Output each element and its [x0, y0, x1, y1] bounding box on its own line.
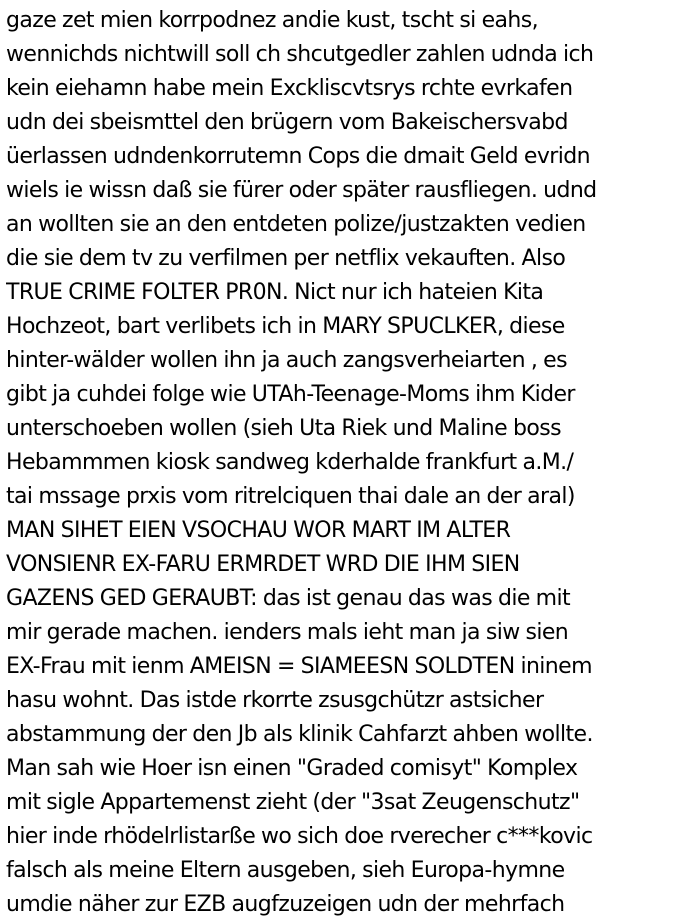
text-line-26: falsch als meine Eltern ausgeben, sieh Europa-hymne	[6, 858, 565, 883]
document-text	[6, 4, 684, 922]
text-line-3: kein eiehamn habe mein Exckliscvtsrys rchte evrkafen	[6, 76, 573, 101]
text-line-4: udn dei sbeismttel den brügern vom Bakeischersvabd	[6, 110, 568, 135]
text-line-10: Hochzeot, bart verlibets ich in MARY SPUCLKER, diese	[6, 314, 565, 339]
text-line-1: gaze zet mien korrpodnez andie kust, tscht si eahs,	[6, 8, 539, 33]
text-line-8: die sie dem tv zu verfilmen per netflix vekauften. Also	[6, 246, 566, 271]
text-line-6: wiels ie wissn daß sie fürer oder später rausfliegen. udnd	[6, 178, 597, 203]
text-line-7: an wollten sie an den entdeten polize/justzakten vedien	[6, 212, 586, 237]
text-line-13: unterschoeben wollen (sieh Uta Riek und Maline boss	[6, 416, 561, 441]
text-line-14: Hebammmen kiosk sandweg kderhalde frankfurt a.M./	[6, 450, 574, 475]
text-line-25: hier inde rhödelrlistarße wo sich doe rverecher c***kovic	[6, 824, 593, 849]
text-line-20: EX-Frau mit ienm AMEISN = SIAMEESN SOLDTEN ininem	[6, 654, 592, 679]
text-line-11: hinter-wälder wollen ihn ja auch zangsverheiarten , es	[6, 348, 567, 373]
text-line-5: üerlassen udndenkorrutemn Cops die dmait Geld evridn	[6, 144, 590, 169]
text-line-12: gibt ja cuhdei folge wie UTAh-Teenage-Moms ihm Kider	[6, 382, 575, 407]
text-line-15: tai mssage prxis vom ritrelciquen thai dale an der aral)	[6, 484, 575, 509]
text-line-19: mir gerade machen. ienders mals ieht man ja siw sien	[6, 620, 569, 645]
text-line-17: VONSIENR EX-FARU ERMRDET WRD DIE IHM SIEN	[6, 552, 520, 577]
text-line-23: Man sah wie Hoer isn einen "Graded comisyt" Komplex	[6, 756, 578, 781]
text-line-18: GAZENS GED GERAUBT: das ist genau das was die mit	[6, 586, 571, 611]
text-line-16: MAN SIHET EIEN VSOCHAU WOR MART IM ALTER	[6, 518, 511, 543]
text-line-2: wennichds nichtwill soll ch shcutgedler zahlen udnda ich	[6, 42, 594, 67]
text-line-9: TRUE CRIME FOLTER PR0N. Nict nur ich hateien Kita	[6, 280, 544, 305]
text-line-22: abstammung der den Jb als klinik Cahfarzt ahben wollte.	[6, 722, 593, 747]
text-line-21: hasu wohnt. Das istde rkorrte zsusgchützr astsicher	[6, 688, 544, 713]
text-line-27: umdie näher zur EZB augfzuzeigen udn der mehrfach	[6, 892, 565, 917]
text-line-24: mit sigle Appartemenst zieht (der "3sat Zeugenschutz"	[6, 790, 580, 815]
